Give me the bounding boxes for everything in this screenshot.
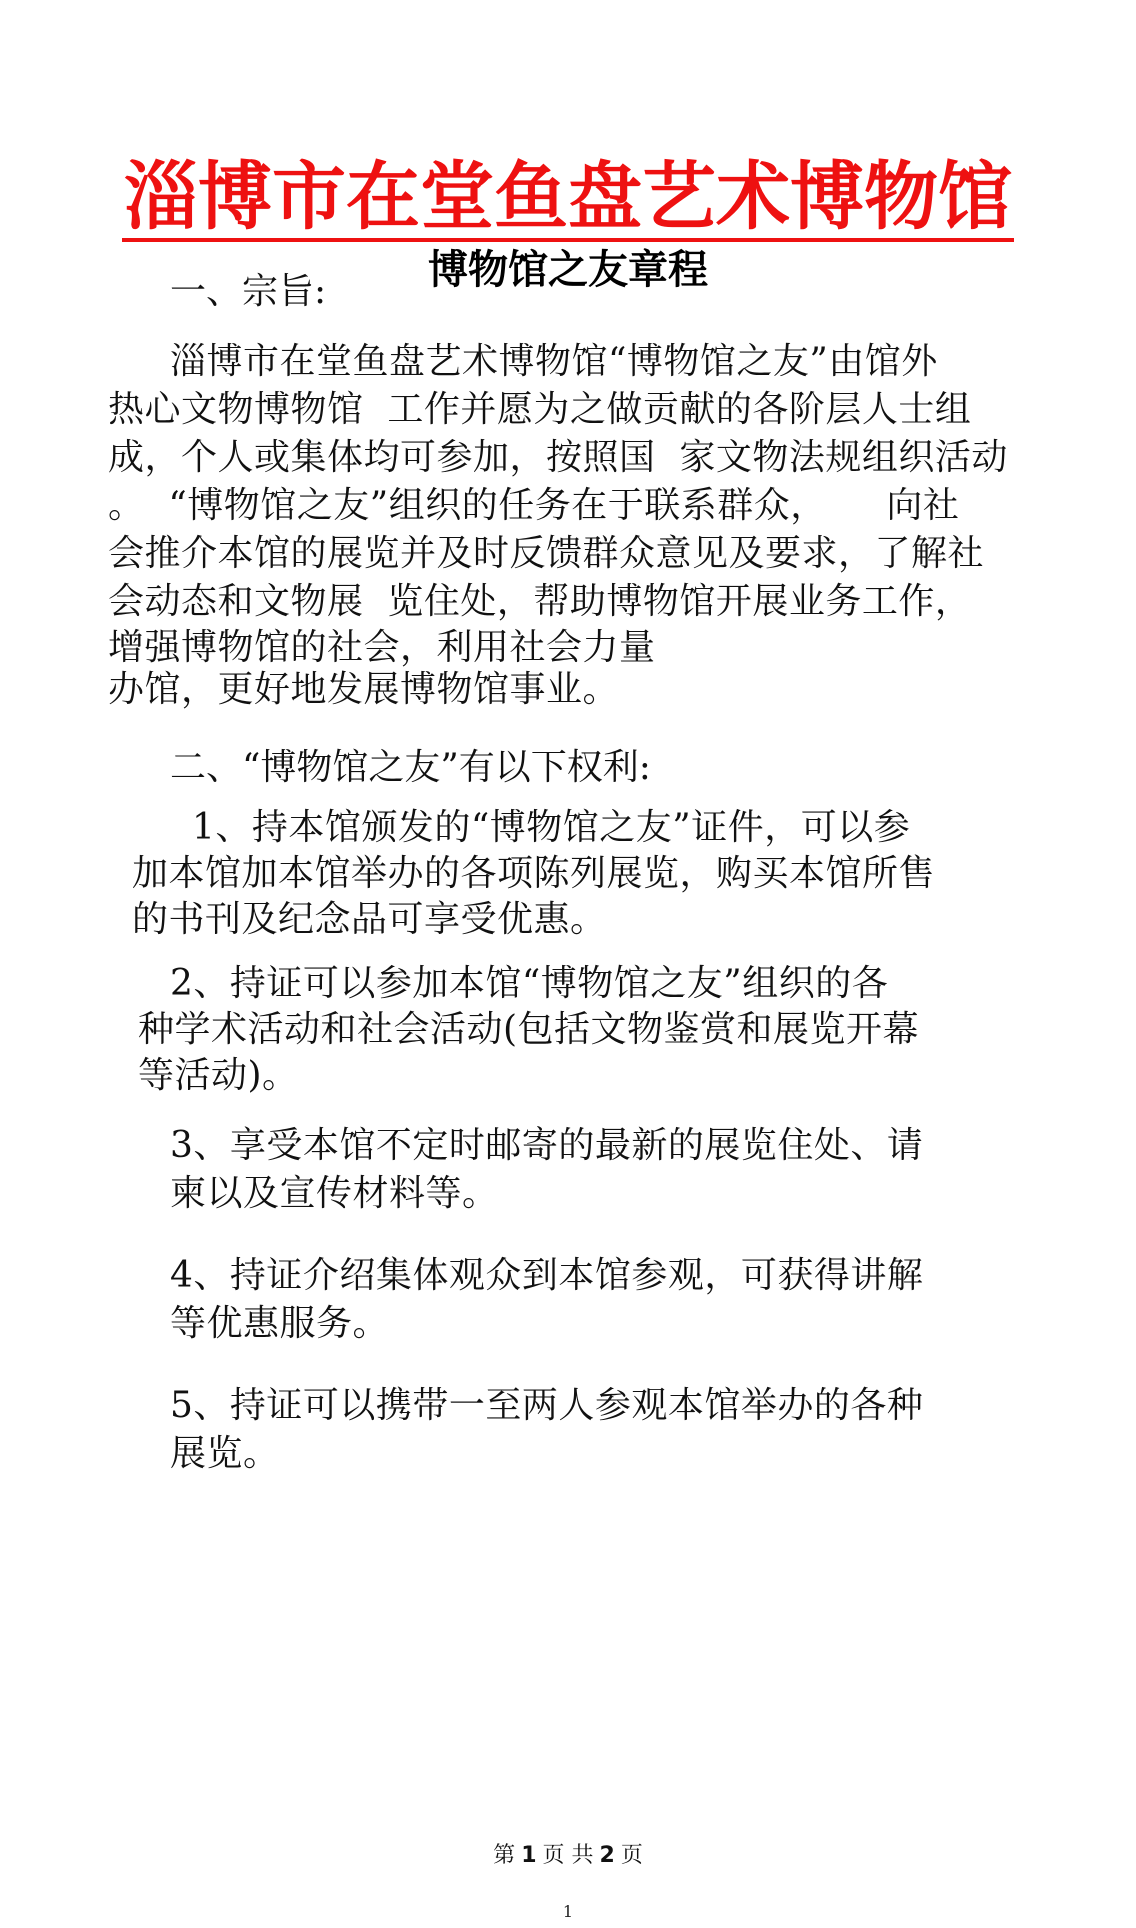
page-counter-suffix: 页 [620,1843,643,1868]
rights-item-5-line: 5、持证可以携带一至两人参观本馆举办的各种 [170,1385,924,1426]
page-counter-current: 1 [521,1843,537,1868]
page-counter-total: 2 [599,1843,615,1868]
paragraph-line: 办馆，更好地发展博物馆事业。 [108,669,620,710]
rights-item-4-line: 4、持证介绍集体观众到本馆参观，可获得讲解 [170,1255,924,1296]
document-subtitle: 博物馆之友章程 [428,247,708,293]
page-counter-middle: 页 共 [542,1843,594,1868]
paragraph-line: 会动态和文物展 览住处，帮助博物馆开展业务工作， [108,581,972,622]
document-title [0,152,1136,242]
paragraph-line: 会推介本馆的展览并及时反馈群众意见及要求，了解社 [108,533,985,574]
section-heading-purpose: 一、宗旨: [170,271,327,312]
document-title-text: 淄博市在堂鱼盘艺术博物馆 [124,154,1012,240]
rights-item-5-line: 展览。 [170,1433,280,1474]
rights-item-1-line: 1、持本馆颁发的“博物馆之友”证件，可以参 [192,807,911,848]
paragraph-line: 淄博市在堂鱼盘艺术博物馆“博物馆之友”由馆外 [170,341,938,382]
rights-item-1-line: 加本馆加本馆举办的各项陈列展览，购买本馆所售 [132,853,936,894]
paragraph-line: 。 “博物馆之友”组织的任务在于联系群众， 向社 [108,485,960,526]
rights-item-3-line: 3、享受本馆不定时邮寄的最新的展览住处、请 [170,1125,924,1166]
rights-item-1-line: 的书刊及纪念品可享受优惠。 [132,899,607,940]
rights-item-3-line: 柬以及宣传材料等。 [170,1173,499,1214]
rights-item-4-line: 等优惠服务。 [170,1303,390,1344]
paragraph-line: 热心文物博物馆 工作并愿为之做贡献的各阶层人士组 [108,389,972,430]
paragraph-line: 成，个人或集体均可参加，按照国 家文物法规组织活动 [108,437,1008,478]
section-heading-rights: 二、“博物馆之友”有以下权利: [170,747,651,788]
paragraph-line: 增强博物馆的社会，利用社会力量 [108,627,656,668]
rights-item-2-line: 等活动)。 [138,1055,299,1096]
rights-item-2-line: 种学术活动和社会活动(包括文物鉴赏和展览开幕 [138,1009,920,1050]
page-number: 1 [562,1902,574,1921]
page-counter-prefix: 第 [493,1843,516,1868]
page-counter [0,1838,1136,1869]
rights-item-2-line: 2、持证可以参加本馆“博物馆之友”组织的各 [170,963,889,1004]
